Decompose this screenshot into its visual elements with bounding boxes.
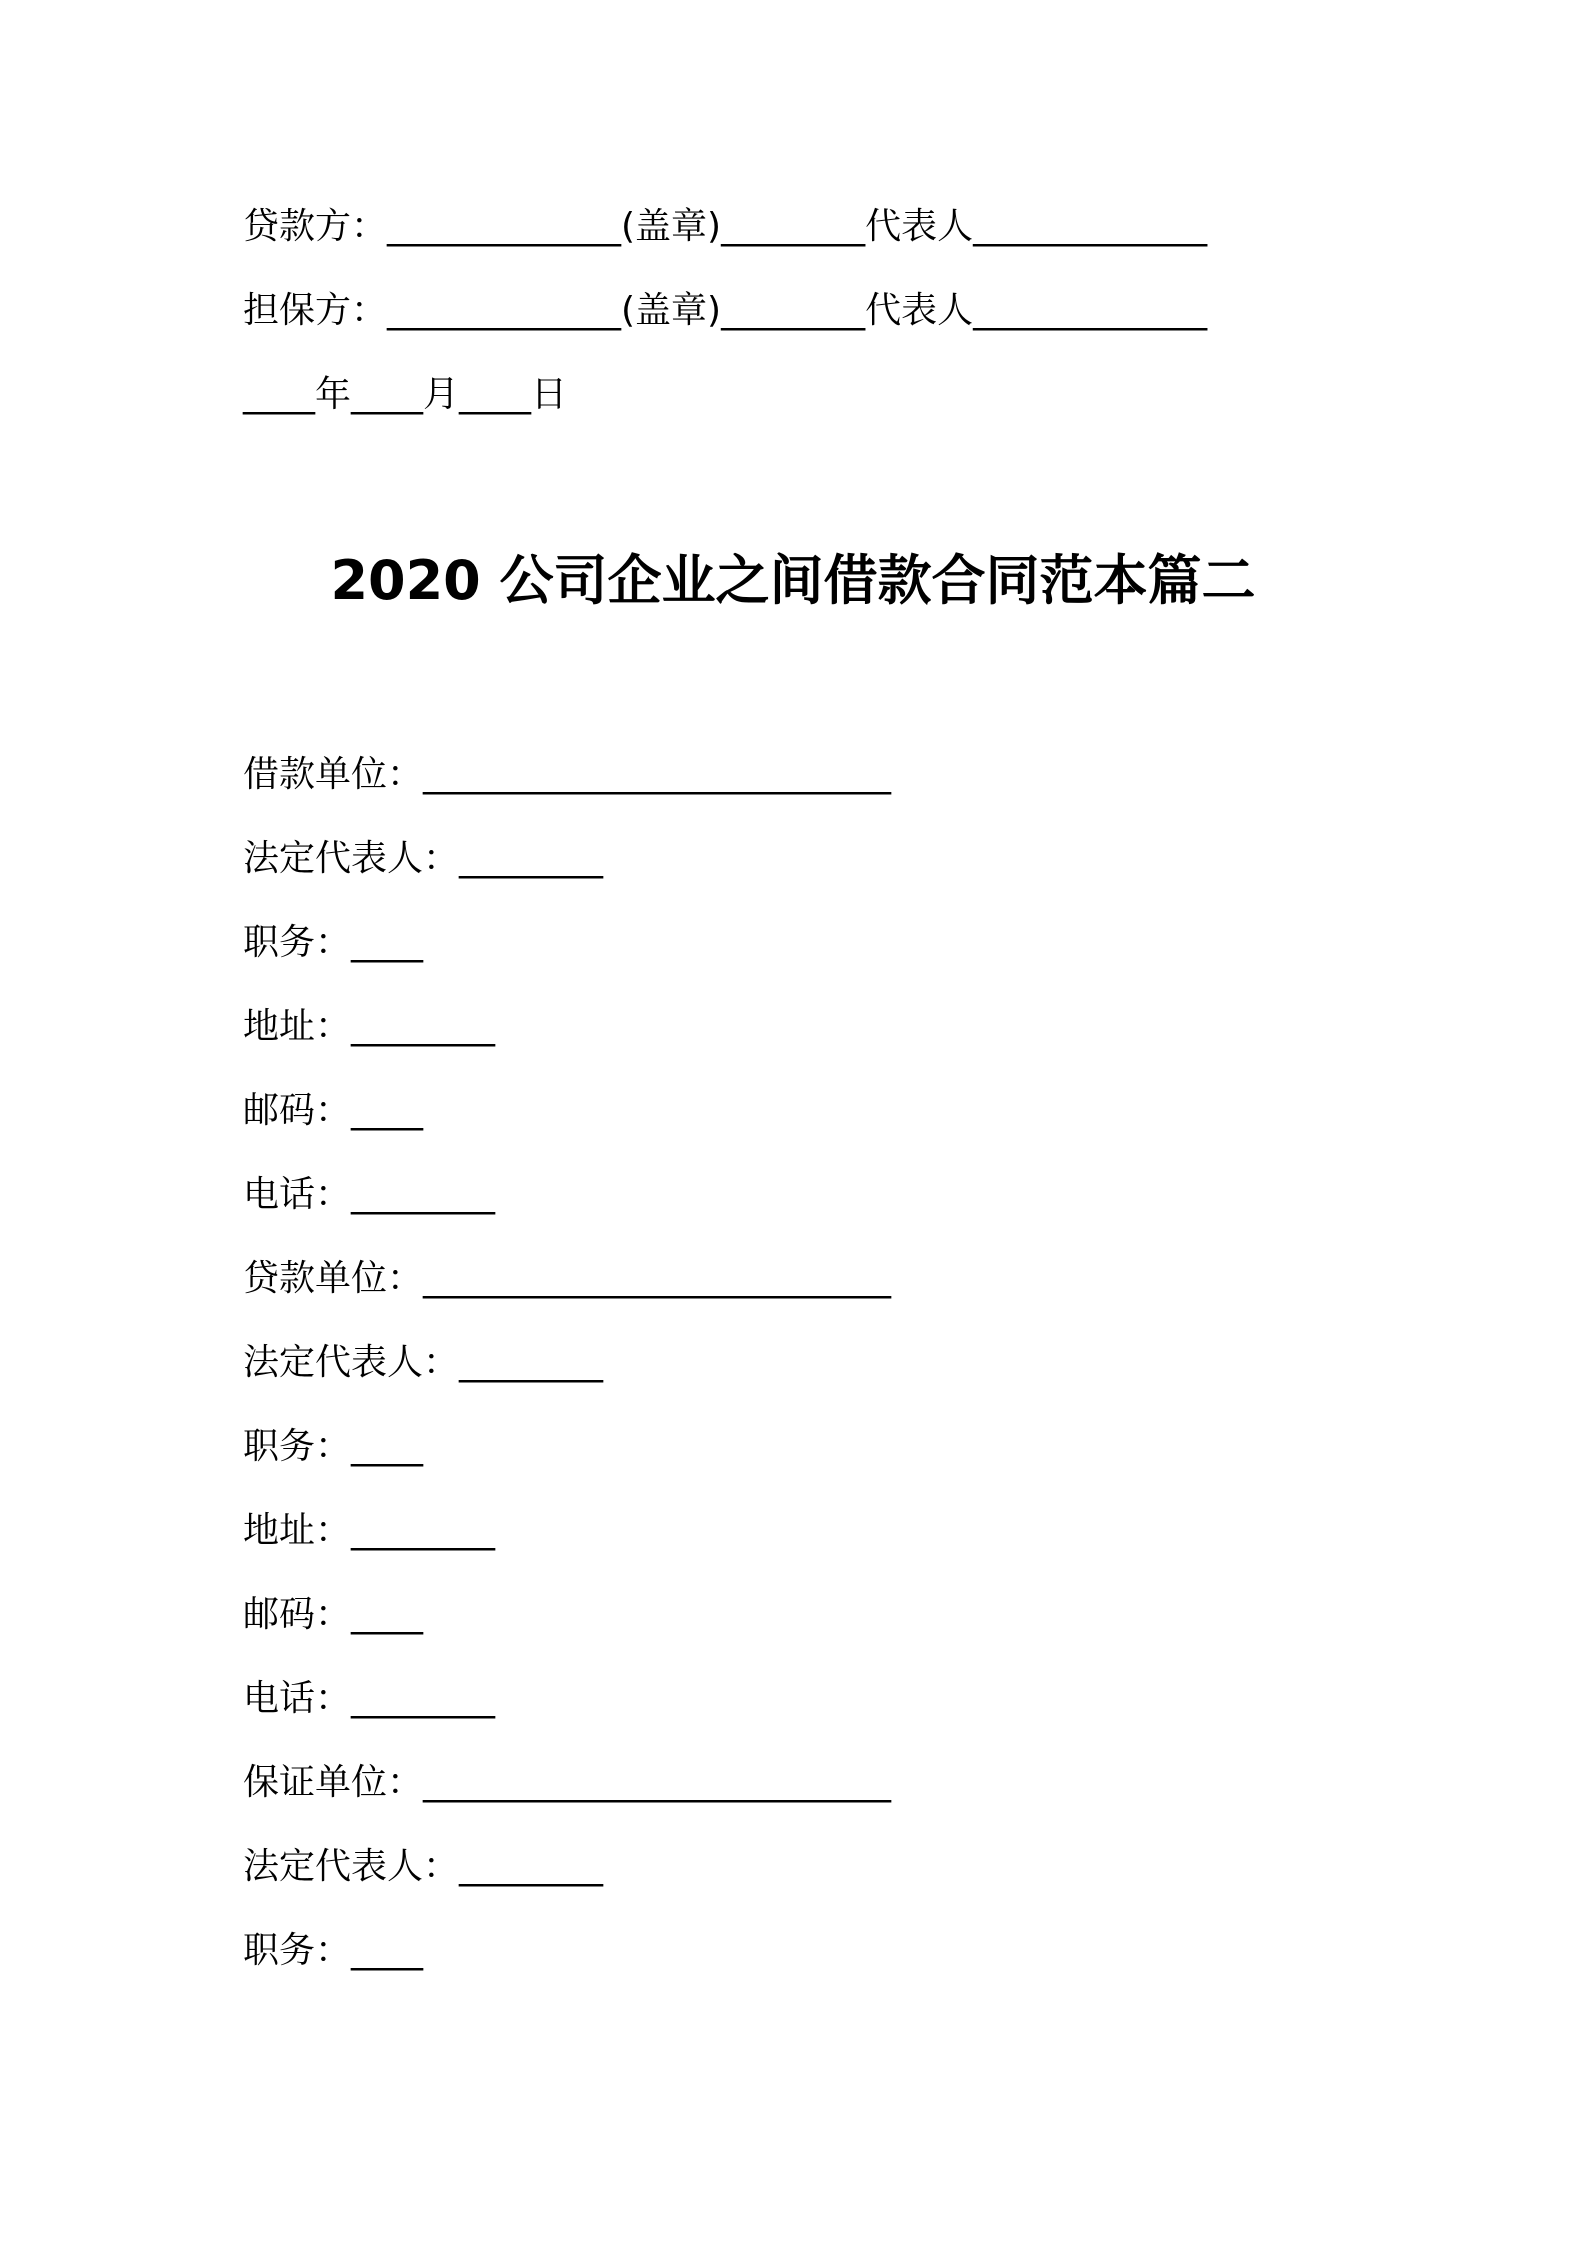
borrower-phone-field: 电话：________: [243, 1174, 496, 1215]
lender-signature-line: 贷款方：_____________(盖章)________代表人_____________: [243, 206, 1208, 247]
lender-position-field: 职务：____: [243, 1426, 424, 1467]
borrower-legal-rep-field: 法定代表人：________: [243, 838, 604, 879]
guarantor-legal-rep-field: 法定代表人：________: [243, 1846, 604, 1887]
guarantor-unit-field: 保证单位：__________________________: [243, 1762, 892, 1803]
lender-postcode-field: 邮码：____: [243, 1594, 424, 1635]
lender-address-field: 地址：________: [243, 1510, 496, 1551]
borrower-address-field: 地址：________: [243, 1006, 496, 1047]
lender-phone-field: 电话：________: [243, 1678, 496, 1719]
document-title: 2020 公司企业之间借款合同范本篇二: [330, 549, 1256, 612]
borrower-position-field: 职务：____: [243, 922, 424, 963]
borrower-unit-field: 借款单位：__________________________: [243, 754, 892, 795]
signature-date-line: ____年____月____日: [243, 374, 568, 415]
lender-legal-rep-field: 法定代表人：________: [243, 1342, 604, 1383]
guarantor-position-field: 职务：____: [243, 1930, 424, 1971]
guarantor-signature-line: 担保方：_____________(盖章)________代表人_____________: [243, 290, 1208, 331]
borrower-postcode-field: 邮码：____: [243, 1090, 424, 1131]
lender-unit-field: 贷款单位：__________________________: [243, 1258, 892, 1299]
